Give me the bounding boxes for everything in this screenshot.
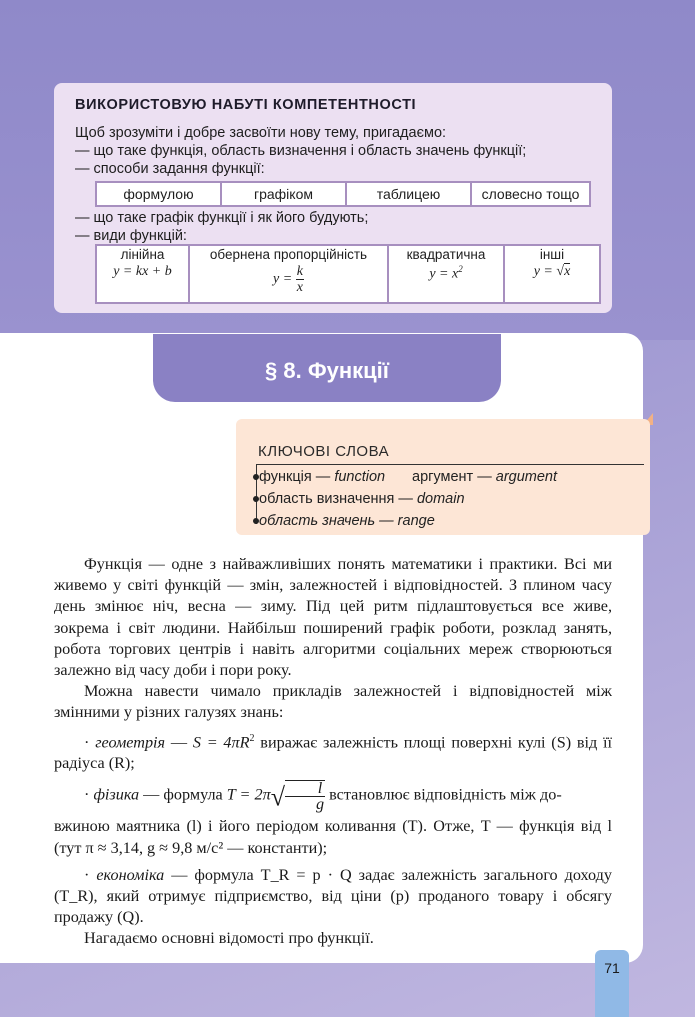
type-cell-linear (96, 245, 189, 303)
example-physics: · фізика — формула T = 2π√ $\frac{l}{g}$ встановлює відповідність між до- (84, 779, 562, 814)
divider (256, 464, 257, 524)
type-formula: y = $\frac{k}{x}$ (273, 264, 303, 295)
section-header (153, 334, 501, 402)
type-name: обернена пропорційність (209, 247, 368, 262)
bullet-icon: · (84, 733, 90, 752)
main-text (54, 554, 612, 950)
method-cell: формулою (96, 182, 221, 206)
method-cell: словесно тощо (471, 182, 590, 206)
bullet-icon: · (84, 865, 90, 884)
competence-item: — способи задання функції: (75, 161, 265, 177)
type-name: лінійна (120, 247, 165, 262)
type-formula: $y = x^2$ (429, 264, 463, 282)
paragraph: вжиною маятника (l) і його періодом коливання (T). Отже, T — функція від l (тут π ≈ 3,14, g ≈ 9,8 м/с² — константи); (54, 817, 612, 857)
type-name: квадратична (406, 247, 486, 262)
sqrt-icon: √ (270, 783, 285, 813)
keyword-item: функція — function (259, 469, 386, 485)
divider (256, 464, 644, 465)
fraction: $\frac{k}{x}$ (296, 264, 303, 295)
keyword-item: аргумент — argument (412, 469, 558, 485)
page-corner (0, 333, 150, 403)
competence-item: — що таке графік функції і як його будують; (75, 210, 369, 226)
bullet-icon: · (84, 786, 90, 805)
method-cell: таблицею (346, 182, 471, 206)
keywords-title: КЛЮЧОВІ СЛОВА (258, 443, 390, 460)
fraction: $\frac{l}{g}$ (285, 780, 325, 812)
paragraph: Функція — одне з найважливіших понять математики і практики. Всі ми живемо у світі функцій — змін, залежностей і відповідностей. З плином часу день змінює ніч, весна — зиму. Під цей ритм підлаштовується все живе, зокрема і світ людини. Найбільш поширений графік роботи, розклад занять, робота торгових центрів і навіть алгоритми соціальних мереж створюються залежно від часу доби і пори року. (54, 555, 612, 680)
type-cell-quadratic (388, 245, 504, 303)
function-types-table (95, 244, 601, 304)
keywords-box (236, 419, 650, 535)
keyword-item: область значень — range (259, 513, 435, 529)
type-formula: y = √x (533, 264, 571, 279)
sqrt-icon: √ (556, 264, 565, 279)
section-title: § 8. Функції (265, 358, 389, 383)
paragraph: Нагадаємо основні відомості про функції. (84, 929, 374, 948)
example-geometry: · геометрія — $S = 4\pi R^2$ виражає залежність площі поверхні кулі (S) від її радіуса (R); (54, 732, 613, 773)
keyword-item: область визначення — domain (259, 491, 465, 507)
competence-item: — види функцій: (75, 228, 187, 244)
competence-intro: Щоб зрозуміти і добре засвоїти нову тему, пригадаємо: (75, 125, 447, 141)
type-cell-inverse (189, 245, 388, 303)
competence-box (54, 83, 612, 313)
method-cell: графіком (221, 182, 346, 206)
methods-table (95, 181, 591, 207)
paragraph: Можна навести чимало прикладів залежностей і відповідностей між змінними у різних галузях знань: (54, 682, 612, 722)
type-name: інші (539, 247, 565, 262)
competence-item: — що таке функція, область визначення і область значень функції; (75, 143, 527, 159)
type-formula: y = kx + b (113, 264, 172, 279)
page-number-tab (595, 950, 629, 1017)
page-number: 71 (604, 960, 620, 976)
type-cell-other (504, 245, 600, 303)
example-economics: · економіка — формула T_R = p · Q задає залежність загального доходу (T_R), який отримує підприємство, від ціни (p) проданого товару і обсягу продажу (Q). (54, 865, 612, 927)
competence-title: ВИКОРИСТОВУЮ НАБУТІ КОМПЕТЕНТНОСТІ (75, 97, 417, 113)
